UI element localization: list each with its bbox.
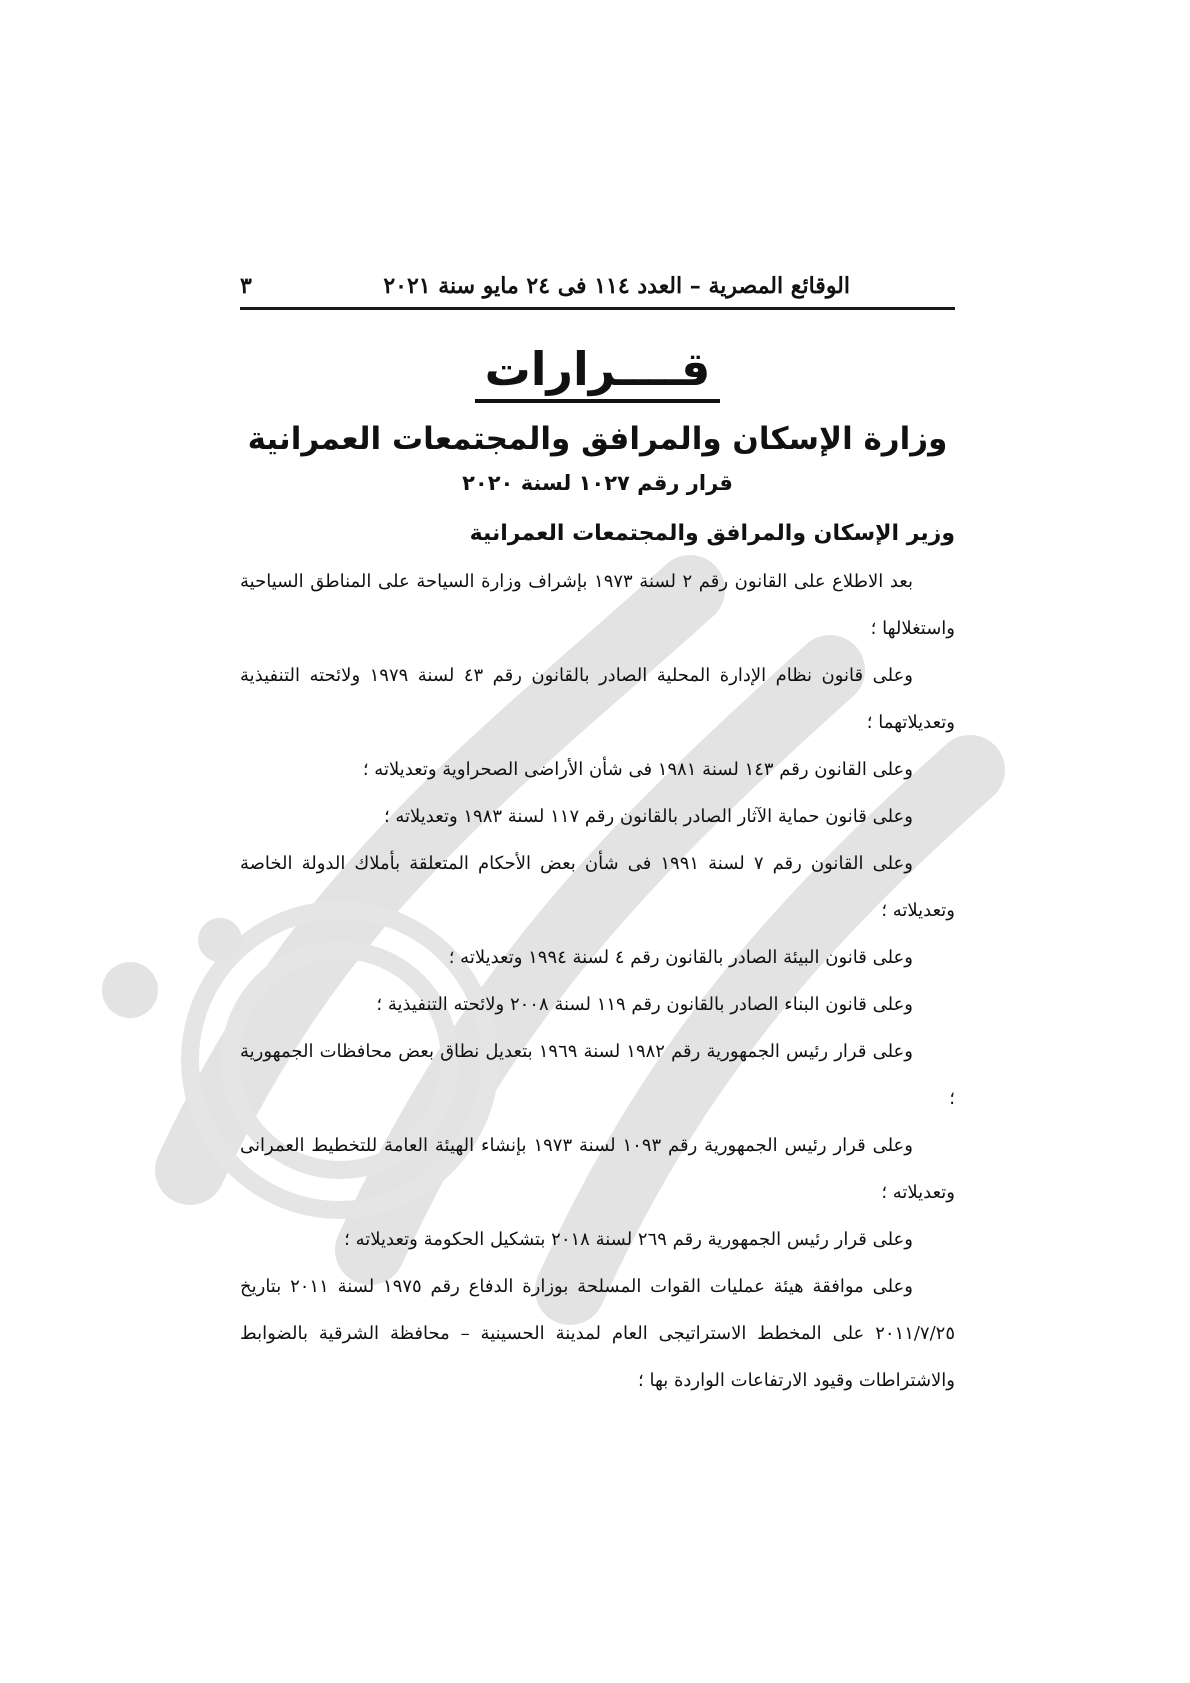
preamble-paragraph: وعلى قانون حماية الآثار الصادر بالقانون رقم ١١٧ لسنة ١٩٨٣ وتعديلاته ؛	[383, 805, 913, 827]
preamble-paragraph: وعلى قرار رئيس الجمهورية رقم ١٠٩٣ لسنة ١٩٧٣ بإنشاء الهيئة العامة للتخطيط العمرانى وتعديلاته ؛	[240, 1134, 955, 1203]
section-title-text: قــــرارات	[475, 344, 721, 403]
preamble-paragraph: وعلى القانون رقم ١٤٣ لسنة ١٩٨١ فى شأن الأراضى الصحراوية وتعديلاته ؛	[362, 758, 913, 780]
issuer-title: وزير الإسكان والمرافق والمجتمعات العمرانية	[469, 520, 955, 546]
preamble-body	[240, 558, 955, 1404]
ministry-name: وزارة الإسكان والمرافق والمجتمعات العمرانية	[247, 420, 948, 457]
section-title	[240, 344, 955, 403]
preamble-paragraph: وعلى القانون رقم ٧ لسنة ١٩٩١ فى شأن بعض الأحكام المتعلقة بأملاك الدولة الخاصة وتعديلاته ؛	[240, 852, 955, 921]
gazette-issue-title: الوقائع المصرية – العدد ١١٤ فى ٢٤ مايو سنة ٢٠٢١	[383, 273, 850, 299]
page-number: ٣	[240, 273, 252, 299]
preamble-paragraph: وعلى قانون البناء الصادر بالقانون رقم ١١٩ لسنة ٢٠٠٨ ولائحته التنفيذية ؛	[376, 993, 913, 1015]
document-page	[240, 268, 955, 1404]
preamble-paragraph: وعلى قرار رئيس الجمهورية رقم ١٩٨٢ لسنة ١٩٦٩ بتعديل نطاق بعض محافظات الجمهورية ؛	[240, 1040, 955, 1109]
preamble-paragraph: وعلى موافقة هيئة عمليات القوات المسلحة بوزارة الدفاع رقم ١٩٧٥ لسنة ٢٠١١ بتاريخ ٢٠١١/٧/٢٥ على المخطط الاستراتيجى العام لمدينة الحسينية – محافظة الشرقية بالضوابط والاشتراطات وقيود الارتفاعات الواردة بها ؛	[240, 1275, 955, 1391]
preamble-paragraph: وعلى قانون نظام الإدارة المحلية الصادر بالقانون رقم ٤٣ لسنة ١٩٧٩ ولائحته التنفيذية وتعديلاتهما ؛	[240, 664, 955, 733]
preamble-paragraph: وعلى قانون البيئة الصادر بالقانون رقم ٤ لسنة ١٩٩٤ وتعديلاته ؛	[448, 946, 913, 968]
preamble-paragraph: وعلى قرار رئيس الجمهورية رقم ٢٦٩ لسنة ٢٠١٨ بتشكيل الحكومة وتعديلاته ؛	[344, 1228, 913, 1250]
decree-number: قرار رقم ١٠٢٧ لسنة ٢٠٢٠	[462, 470, 733, 495]
running-header	[240, 268, 955, 310]
preamble-paragraph: بعد الاطلاع على القانون رقم ٢ لسنة ١٩٧٣ بإشراف وزارة السياحة على المناطق السياحية واستغلالها ؛	[240, 570, 955, 639]
